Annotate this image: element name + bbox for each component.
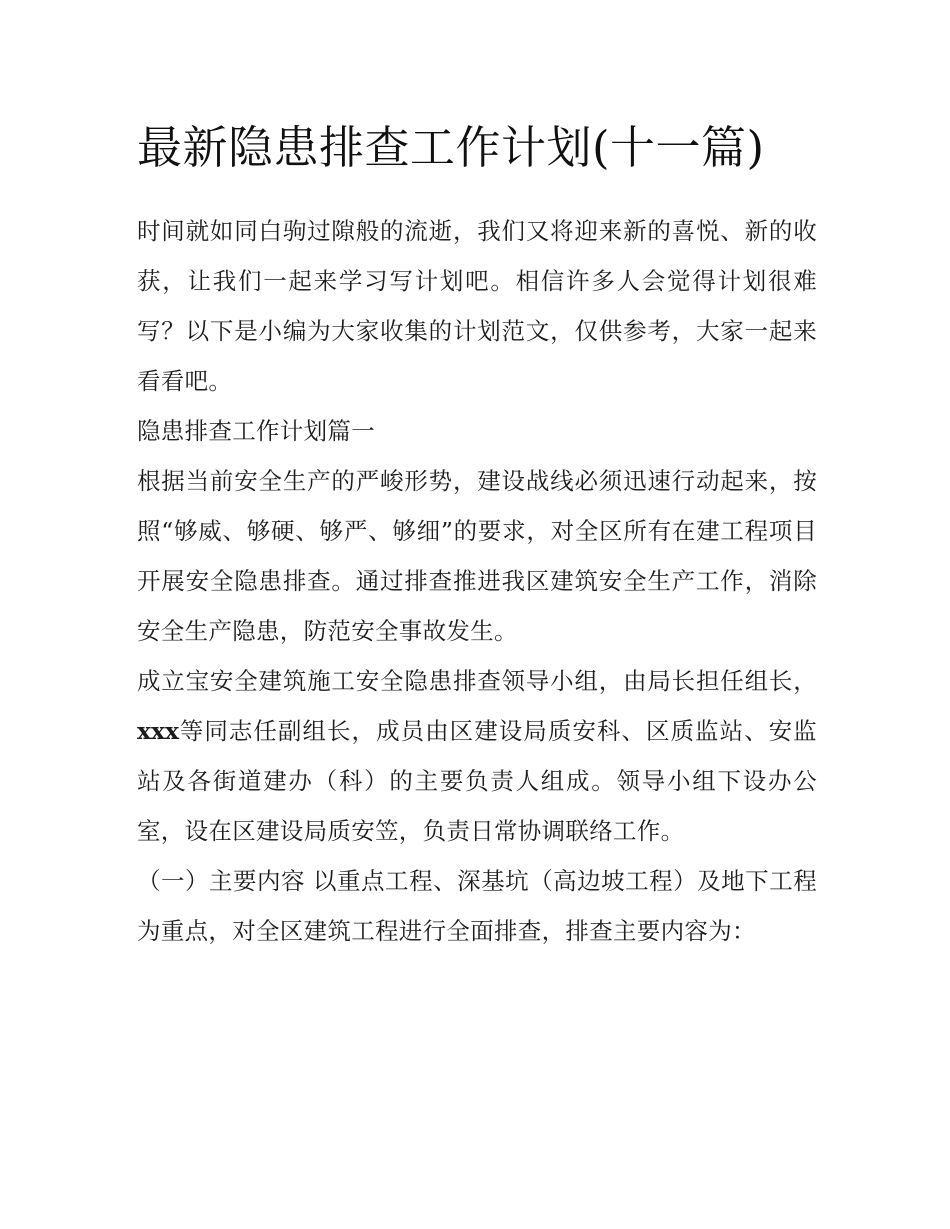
paragraph-leadership-group-part1: 成立宝安全建筑施工安全隐患排查领导小组，由局长担任组长， xyxy=(137,667,817,695)
intro-paragraph: 时间就如同白驹过隙般的流逝，我们又将迎来新的喜悦、新的收获，让我们一起来学习写计划吧。相信许多人会觉得计划很难写？以下是小编为大家收集的计划范文，仅供参考，大家一起来看看吧。 xyxy=(137,217,817,395)
section-heading: 隐患排查工作计划篇一 xyxy=(137,417,375,445)
paragraph-leadership-group-part2: 等同志任副组长，成员由区建设局质安科、区质监站、安监站及各街道建办（科）的主要负责人组成。领导小组下设办公室，设在区建设局质安笠，负责日常协调联络工作。 xyxy=(137,717,817,845)
paragraph-leadership-group xyxy=(137,656,817,856)
redacted-name: xxx xyxy=(137,717,180,745)
document-body xyxy=(137,112,817,956)
paragraph-background: 根据当前安全生产的严峻形势，建设战线必须迅速行动起来，按照“够威、够硬、够严、够细”的要求，对全区所有在建工程项目开展安全隐患排查。通过排查推进我区建筑安全生产工作，消除安全生产隐患，防范安全事故发生。 xyxy=(137,467,817,645)
page-title: 最新隐患排查工作计划(十一篇) xyxy=(137,121,765,174)
paragraph-main-content: （一）主要内容 以重点工程、深基坑（高边坡工程）及地下工程为重点，对全区建筑工程进行全面排查，排查主要内容为： xyxy=(137,867,817,945)
